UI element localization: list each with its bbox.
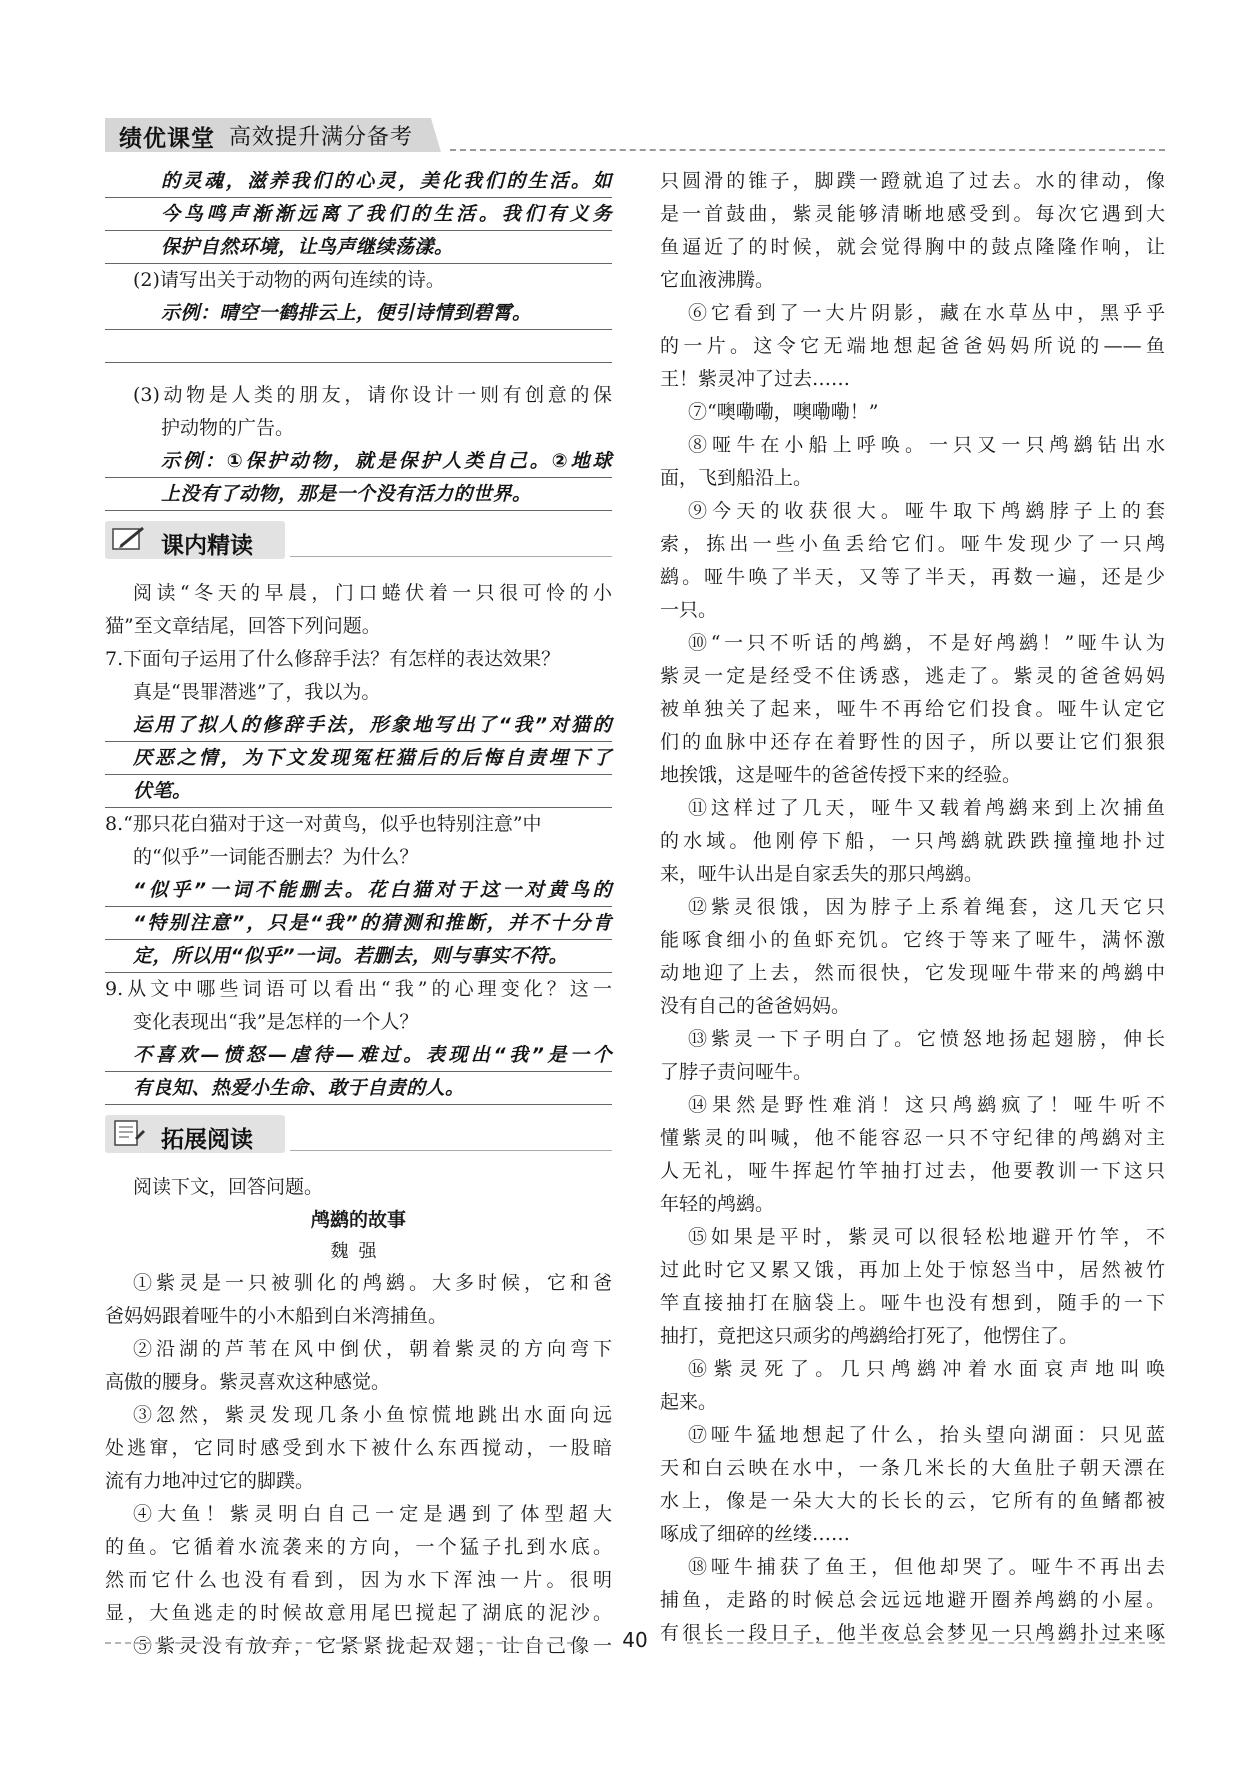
text-line: 猫”至文章结尾，回答下列问题。	[105, 615, 381, 637]
text-line: ⑯紫灵死了。几只鸬鹚冲着水面哀声地叫唤	[688, 1358, 1165, 1380]
text-line: ⑰哑牛猛地想起了什么，抬头望向湖面：只见蓝	[688, 1424, 1165, 1446]
text-line: 懂紫灵的叫喊，他不能容忍一只不守纪律的鸬鹚对主	[660, 1127, 1165, 1149]
text-line: 被单独关了起来，哑牛不再给它们投食。哑牛认定它	[660, 698, 1165, 720]
text-line: 年轻的鸬鹚。	[660, 1193, 775, 1215]
text-line: 是一首鼓曲，紫灵能够清晰地感受到。每次它遇到大	[660, 203, 1165, 225]
text-line: 鱼逼近了的时候，就会觉得胸中的鼓点隆隆作响，让	[660, 236, 1165, 258]
answer-line: 定，所以用“似乎”一词。若删去，则与事实不符。	[105, 940, 612, 973]
footer-divider-right	[687, 1642, 1165, 1644]
header-subtitle: 高效提升满分备考	[229, 125, 414, 150]
text-line: (2)请写出关于动物的两句连续的诗。	[133, 269, 445, 291]
text-line: 的一片。这令它无端地想起爸爸妈妈所说的——鱼	[660, 335, 1165, 357]
text-line: 爸妈妈跟着哑牛的小木船到白米湾捕鱼。	[105, 1305, 448, 1327]
answer-line: 伏笔。	[105, 775, 612, 808]
answer-line: “似乎”一词不能删去。花白猫对于这一对黄鸟的	[105, 874, 612, 907]
right-column	[660, 165, 1165, 1650]
text-line: ②沿湖的芦苇在风中倒伏，朝着紫灵的方向弯下	[133, 1338, 612, 1360]
text-line: ④大鱼！紫灵明白自己一定是遇到了体型超大	[133, 1503, 612, 1525]
text-line: ⑥它看到了一大片阴影，藏在水草丛中，黑乎乎	[688, 302, 1165, 324]
text-line: 动地迎了上去，然而很快，它发现哑牛带来的鸬鹚中	[660, 962, 1165, 984]
left-column	[105, 165, 612, 1663]
text-line: 人无礼，哑牛挥起竹竿抽打过去，他要教训一下这只	[660, 1160, 1165, 1182]
text-line: 只圆滑的锥子，脚蹼一蹬就追了过去。水的律动，像	[660, 170, 1165, 192]
text-line: ⑧哑牛在小船上呼唤。一只又一只鸬鹚钻出水	[688, 434, 1165, 456]
answer-line: 今鸟鸣声渐渐远离了我们的生活。我们有义务	[105, 198, 612, 231]
text-line: 的鱼。它循着水流袭来的方向，一个猛子扎到水底。	[105, 1536, 612, 1558]
section-rule	[290, 556, 612, 557]
pencil-notebook-icon	[109, 524, 149, 554]
text-line: 阅读下文，回答问题。	[133, 1176, 324, 1198]
text-line: 然而它什么也没有看到，因为水下浑浊一片。很明	[105, 1569, 612, 1591]
text-line: 水上，像是一朵大大的长长的云，它所有的鱼鳍都被	[660, 1490, 1165, 1512]
section-heading-s1	[105, 515, 612, 567]
text-line: ⑱哑牛捕获了鱼王，但他却哭了。哑牛不再出去	[688, 1556, 1165, 1578]
text-line: 抽打，竟把这只顽劣的鸬鹚给打死了，他愣住了。	[660, 1325, 1079, 1347]
text-line: ⑬紫灵一下子明白了。它愤怒地扬起翅膀，伸长	[688, 1028, 1165, 1050]
page-header	[105, 115, 1165, 155]
text-line: ⑩“一只不听话的鸬鹚，不是好鸬鹚！”哑牛认为	[688, 632, 1165, 654]
text-line: 处逃窜，它同时感受到水下被什么东西搅动，一股暗	[105, 1437, 612, 1459]
text-line: 起来。	[660, 1391, 718, 1413]
text-line: 鹚。哑牛唤了半天，又等了半天，再数一遍，还是少	[660, 566, 1165, 588]
text-line: 紫灵一定是经受不住诱惑，逃走了。紫灵的爸爸妈妈	[660, 665, 1165, 687]
text-line: 了脖子责问哑牛。	[660, 1061, 813, 1083]
text-line: ⑮如果是平时，紫灵可以很轻松地避开竹竿，不	[688, 1226, 1165, 1248]
text-line: (3)动物是人类的朋友，请你设计一则有创意的保	[133, 384, 612, 406]
text-line: ⑫紫灵很饿，因为脖子上系着绳套，这几天它只	[688, 896, 1165, 918]
text-line: 流有力地冲过它的脚蹼。	[105, 1470, 315, 1492]
text-line: 有很长一段日子，他半夜总会梦见一只鸬鹚扑过来啄	[660, 1622, 1165, 1644]
text-line: 显，大鱼逃走的时候故意用尾巴搅起了湖底的泥沙。	[105, 1602, 612, 1624]
text-line: 变化表现出“我”是怎样的一个人？	[133, 1011, 419, 1033]
page-footer	[105, 1628, 1165, 1658]
text-line: 真是“畏罪潜逃”了，我以为。	[133, 681, 381, 703]
text-line: 王！紫灵冲了过去……	[660, 368, 851, 390]
text-line: 没有自己的爸爸妈妈。	[660, 995, 851, 1017]
text-line: 它血液沸腾。	[660, 269, 775, 291]
section-title: 课内精读	[161, 533, 253, 559]
header-brand: 绩优课堂	[119, 126, 215, 152]
header-divider	[450, 149, 1165, 151]
answer-line: 有良知、热爱小生命、敢于自责的人。	[105, 1072, 612, 1105]
text-line: 啄成了细碎的丝缕……	[660, 1523, 851, 1545]
answer-blank-line	[105, 330, 612, 363]
answer-line: 运用了拟人的修辞手法，形象地写出了“我”对猫的	[105, 709, 612, 742]
text-line: ③忽然，紫灵发现几条小鱼惊慌地跳出水面向远	[133, 1404, 612, 1426]
text-line: 的水域。他刚停下船，一只鸬鹚就跌跌撞撞地扑过	[660, 830, 1165, 852]
text-line: 面，飞到船沿上。	[660, 467, 813, 489]
text-line: 来，哑牛认出是自家丢失的那只鸬鹚。	[660, 863, 984, 885]
text-line: 8.“那只花白猫对于这一对黄鸟，似乎也特别注意”中	[105, 813, 542, 835]
text-line: 过此时它又累又饿，再加上处于惊怒当中，居然被竹	[660, 1259, 1165, 1281]
book-icon	[109, 1118, 149, 1148]
section-heading-s2	[105, 1109, 612, 1161]
answer-line: 不喜欢—愤怒—虐待—难过。表现出“我”是一个	[105, 1039, 612, 1072]
answer-line: 厌恶之情，为下文发现冤枉猫后的后悔自责埋下了	[105, 742, 612, 775]
text-line: 地挨饿，这是哑牛的爸爸传授下来的经验。	[660, 764, 1022, 786]
text-line: 竿直接抽打在脑袋上。哑牛也没有想到，随手的一下	[660, 1292, 1165, 1314]
answer-line: “特别注意”，只是“我”的猜测和推断，并不十分肯	[105, 907, 612, 940]
text-line: 的“似乎”一词能否删去？为什么？	[133, 846, 419, 868]
text-line: 9.从文中哪些词语可以看出“我”的心理变化？这一	[105, 978, 612, 1000]
text-line: 捕鱼，走路的时候总会远远地避开圈养鸬鹚的小屋。	[660, 1589, 1165, 1611]
answer-line: 示例：①保护动物，就是保护人类自己。②地球	[105, 445, 612, 478]
text-line: 能啄食细小的鱼虾充饥。它终于等来了哑牛，满怀激	[660, 929, 1165, 951]
answer-line: 上没有了动物，那是一个没有活力的世界。	[105, 478, 612, 511]
answer-line: 示例：晴空一鹤排云上，便引诗情到碧霄。	[105, 297, 612, 330]
text-line: ⑦“噢嘞嘞，噢嘞嘞！”	[688, 401, 879, 423]
text-line: 阅读“冬天的早晨，门口蜷伏着一只很可怜的小	[133, 582, 612, 604]
article-author: 魏强	[330, 1241, 387, 1262]
text-line: ⑨今天的收获很大。哑牛取下鸬鹚脖子上的套	[688, 500, 1165, 522]
text-line: ①紫灵是一只被驯化的鸬鹚。大多时候，它和爸	[133, 1272, 612, 1294]
text-line: 索，拣出一些小鱼丢给它们。哑牛发现少了一只鸬	[660, 533, 1165, 555]
text-line: 高傲的腰身。紫灵喜欢这种感觉。	[105, 1371, 391, 1393]
text-line: ⑭果然是野性难消！这只鸬鹚疯了！哑牛听不	[688, 1094, 1165, 1116]
answer-line: 保护自然环境，让鸟声继续荡漾。	[105, 231, 612, 264]
section-rule	[290, 1150, 612, 1151]
text-line: ⑤紫灵没有放弃，它紧紧拢起双翅，让自己像一	[133, 1635, 612, 1657]
answer-line: 的灵魂，滋养我们的心灵，美化我们的生活。如	[105, 165, 612, 198]
section-title: 拓展阅读	[161, 1127, 253, 1153]
text-line: 一只。	[660, 599, 718, 621]
text-line: 护动物的广告。	[161, 417, 295, 439]
text-line: ⑪这样过了几天，哑牛又载着鸬鹚来到上次捕鱼	[688, 797, 1165, 819]
article-title: 鸬鹚的故事	[310, 1209, 406, 1231]
text-line: 7.下面句子运用了什么修辞手法？有怎样的表达效果？	[105, 648, 561, 670]
page-number: 40	[622, 1628, 648, 1652]
text-line: 天和白云映在水中，一条几米长的大鱼肚子朝天漂在	[660, 1457, 1165, 1479]
text-line: 们的血脉中还存在着野性的因子，所以要让它们狠狠	[660, 731, 1165, 753]
